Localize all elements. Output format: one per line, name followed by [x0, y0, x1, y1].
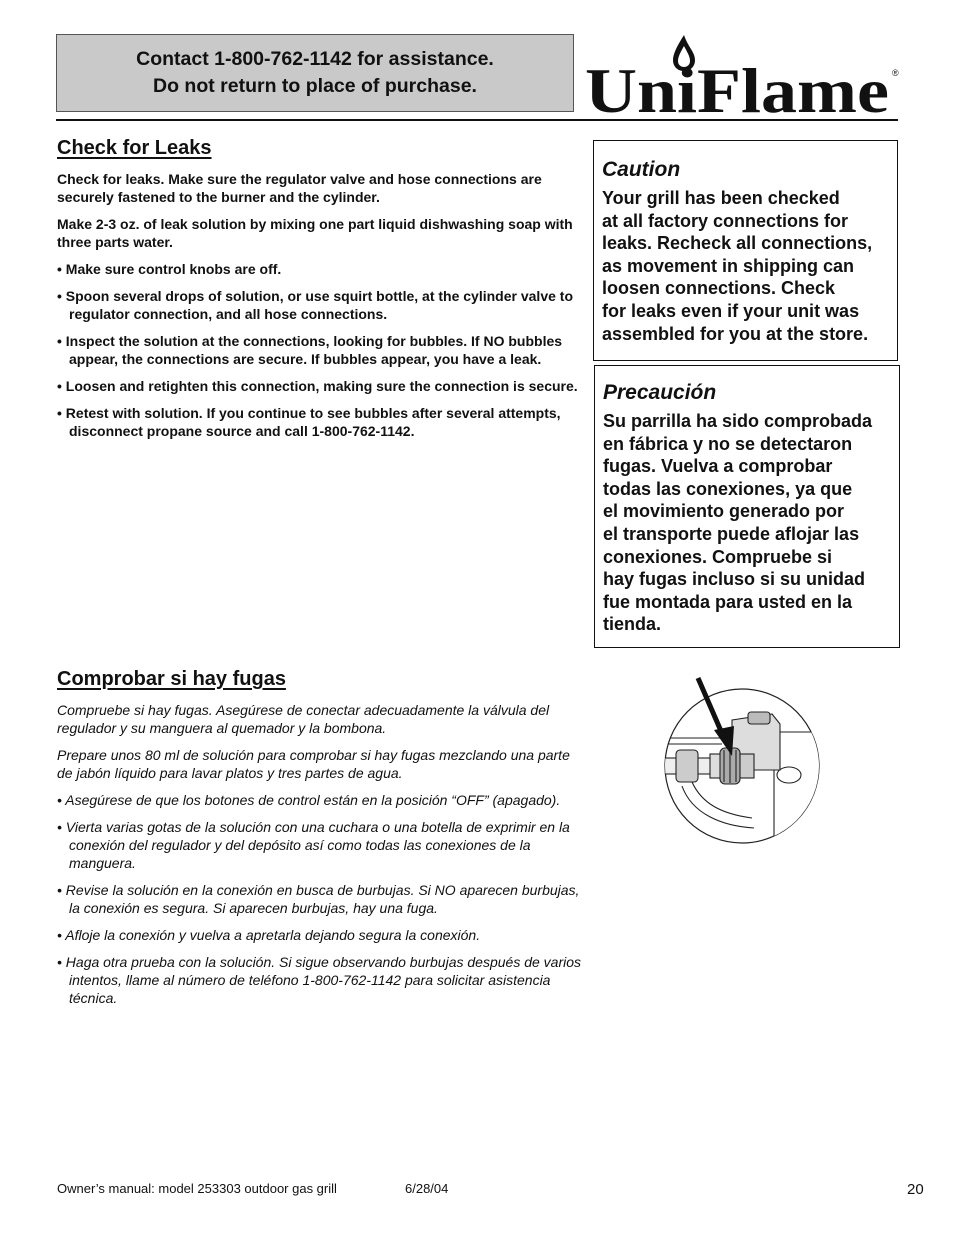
header-rule [56, 119, 898, 121]
spanish-paragraph: Compruebe si hay fugas. Asegúrese de conectar adecuadamente la válvula del regulador y su manguera al quemador y la bombona. [57, 702, 550, 736]
regulator-connection-diagram [662, 674, 906, 844]
registered-mark: ® [892, 68, 899, 78]
precaucion-box [594, 365, 900, 648]
comprobar-fugas-heading: Comprobar si hay fugas [57, 668, 286, 690]
spanish-paragraph: Prepare unos 80 ml de solución para comprobar si hay fugas mezclando una parte de jabón líquido para lavar platos y tres partes de agua. [57, 747, 570, 781]
english-bullet: • Spoon several drops of solution, or use squirt bottle, at the cylinder valve to regulator connection, and all hose connections. [57, 288, 573, 322]
logo-text: UniFlame [585, 55, 889, 116]
caution-box [593, 140, 898, 361]
footer-date: 6/28/04 [405, 1181, 449, 1196]
banner-line-2: Do not return to place of purchase. [153, 75, 477, 97]
english-instructions [57, 170, 582, 449]
footer-manual: Owner’s manual: model 253303 outdoor gas grill [57, 1181, 337, 1196]
english-bullet: • Inspect the solution at the connections, looking for bubbles. If NO bubbles appear, the connections are secure. If bubbles appear, you have a leak. [57, 333, 563, 367]
spanish-bullet: • Haga otra prueba con la solución. Si sigue observando burbujas después de varios intentos, llame al número de teléfono 1-800-762-1142 para solicitar asistencia técnica. [57, 954, 582, 1006]
spanish-bullet: • Vierta varias gotas de la solución con una cuchara o una botella de exprimir en la conexión del regulador y del depósito así como todas las conexiones de la manguera. [57, 819, 570, 871]
spanish-instructions [57, 701, 582, 1016]
english-paragraph: Make 2-3 oz. of leak solution by mixing one part liquid dishwashing soap with three parts water. [57, 216, 573, 250]
banner-line-1: Contact 1-800-762-1142 for assistance. [136, 48, 494, 70]
caution-body: Your grill has been checked at all factory connections for leaks. Recheck all connections, as movement in shipping can loosen connections. Check for leaks even if your unit was assembled for you at the store. [602, 188, 873, 344]
english-bullet: • Retest with solution. If you continue to see bubbles after several attempts, disconnect propane source and call 1-800-762-1142. [57, 405, 561, 439]
spanish-bullet: • Asegúrese de que los botones de control están en la posición “OFF” (apagado). [57, 792, 561, 808]
assistance-banner [56, 34, 574, 112]
caution-title: Caution [602, 158, 681, 181]
page-number: 20 [907, 1181, 924, 1198]
precaucion-title: Precaución [603, 381, 717, 404]
english-bullet: • Loosen and retighten this connection, making sure the connection is secure. [57, 378, 578, 394]
english-paragraph: Check for leaks. Make sure the regulator valve and hose connections are securely fastened to the burner and the cylinder. [57, 171, 542, 205]
spanish-bullet: • Revise la solución en la conexión en busca de burbujas. Si NO aparecen burbujas, la conexión es segura. Si aparecen burbujas, hay una fuga. [57, 882, 580, 916]
spanish-bullet: • Afloje la conexión y vuelva a apretarla dejando segura la conexión. [57, 927, 481, 943]
uniflame-logo [584, 32, 902, 116]
english-bullet: • Make sure control knobs are off. [57, 261, 282, 277]
check-for-leaks-heading: Check for Leaks [57, 137, 212, 159]
precaucion-body: Su parrilla ha sido comprobada en fábrica y no se detectaron fugas. Vuelva a comprobar todas las conexiones, ya que el movimiento generado por el transporte puede aflojar las conexiones. Compruebe si hay fugas incluso si su unidad fue montada para usted en la tienda. [603, 411, 873, 635]
